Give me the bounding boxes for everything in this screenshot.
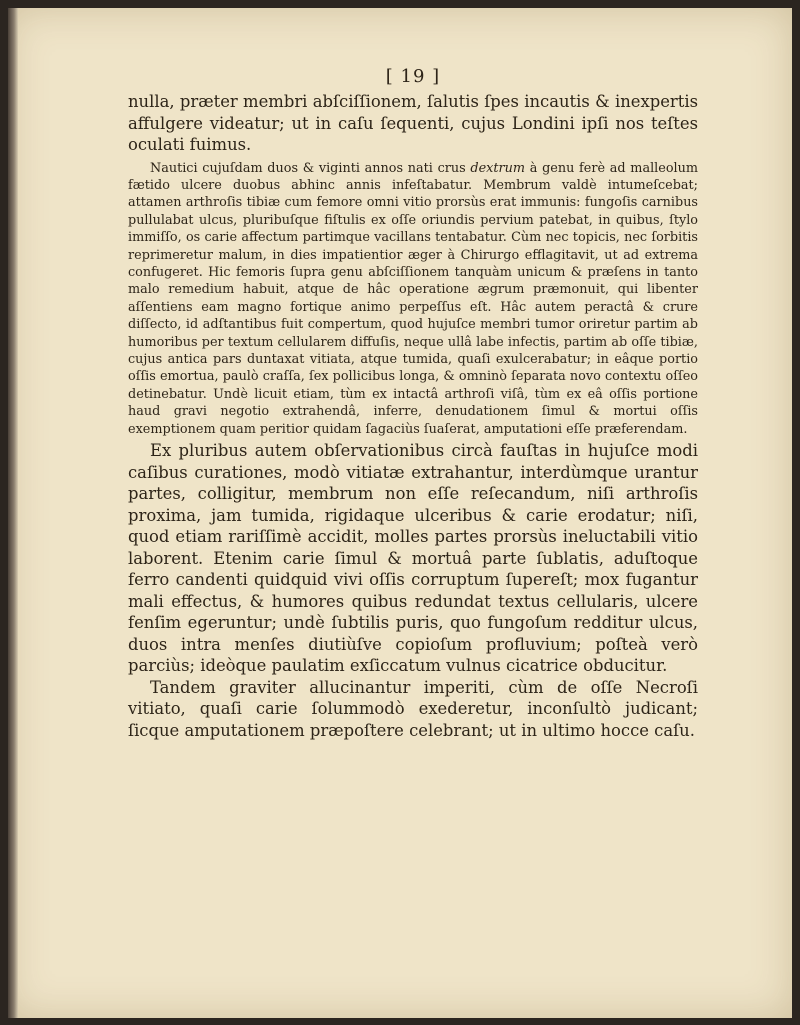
case-text-rest: à genu ferè ad malleolum fætido ulcere duobus abhinc annis infeſtabatur. Membrum valdè intumeſcebat; attamen arthroſis tibiæ cum femore omni vitio prorsùs erat immunis: fungoſis carnibus pullulabat ulcus, pluribuſque fiſtulis ex oſſe oriundis pervium patebat, in quibus, ſtylo immiſſo, os carie affectum partimque vacillans tentabatur. Cùm nec topicis, nec ſorbitis reprimeretur malum, in dies impatientior æger à Chirurgo efflagitavit, ut ad extrema confugeret. Hic femoris ſupra genu abſciſſionem tanquàm unicum & præſens in tanto malo remedium habuit, atque de hâc operatione ægrum præmonuit, qui libenter aſſentiens eam magno fortique animo perpeſſus eſt. Hâc autem peractâ & crure diſſecto, id adſtantibus fuit compertum, quod hujuſce membri tumor oriretur partim ab humoribus per textum cellularem diffuſis, neque ullâ labe infectis, partim ab oſſe tibiæ, cujus antica pars duntaxat vitiata, atque tumida, quaſi exulcerabatur; in eâque portio oſſis emortua, paulò craſſa, ſex pollicibus longa, & omninò ſeparata novo contextu oſſeo detinebatur. Undè licuit etiam, tùm ex intactâ arthroſi viſâ, tùm ex eâ oſſis portione haud gravi negotio extrahendâ, inferre, denudationem ſimul & mortui oſſis exemptionem quam peritior quidam ſagaciùs ſuaſerat, amputationi eſſe præferendam. bbox=[128, 160, 699, 437]
page-edge bbox=[8, 8, 18, 1018]
case-report-paragraph bbox=[128, 160, 698, 439]
page-text-block bbox=[128, 66, 698, 741]
paragraph-3: Ex pluribus autem obſervationibus circà fauſtas in hujuſce modi caſibus curationes, modò vitiatæ extrahantur, interdùmque urantur partes, colligitur, membrum non eſſe reſecandum, niſi arthroſis proxima, jam tumida, rigidaque ulceribus & carie erodatur; niſi, quod etiam rariſſimè accidit, molles partes prorsùs ineluctabili vitio laborent. Etenim carie ſimul & mortuâ parte ſublatis, aduſtoque ferro candenti quidquid vivi oſſis corruptum ſupereſt; mox fugantur mali effectus, & humores quibus redundat textus cellularis, ulcere fenſim egeruntur; undè ſubtilis puris, quo fungoſum redditur ulcus, duos intra menſes diutiùſve copioſum profluvium; poſteà verò parciùs; ideòque paulatim exſiccatum vulnus cicatrice obducitur. bbox=[128, 441, 698, 675]
paragraph-1: nulla, præter membri abſciſſionem, ſalutis ſpes incautis & inexpertis affulgere videatur; ut in caſu ſequenti, cujus Londini ipſi nos teſtes oculati fuimus. bbox=[128, 92, 698, 154]
case-text-start: Nautici cujuſdam duos & viginti annos nati crus bbox=[150, 160, 471, 176]
page-number: [ 19 ] bbox=[385, 66, 441, 87]
paragraph-4: Tandem graviter allucinantur imperiti, cùm de oſſe Necroſi vitiato, quaſi carie ſolummodò exederetur, inconſultò judicant; ſicque amputationem præpoſtere celebrant; ut in ultimo hocce caſu. bbox=[128, 677, 698, 740]
emphasis-dextrum: dextrum bbox=[470, 160, 526, 176]
book-page bbox=[8, 8, 792, 1018]
